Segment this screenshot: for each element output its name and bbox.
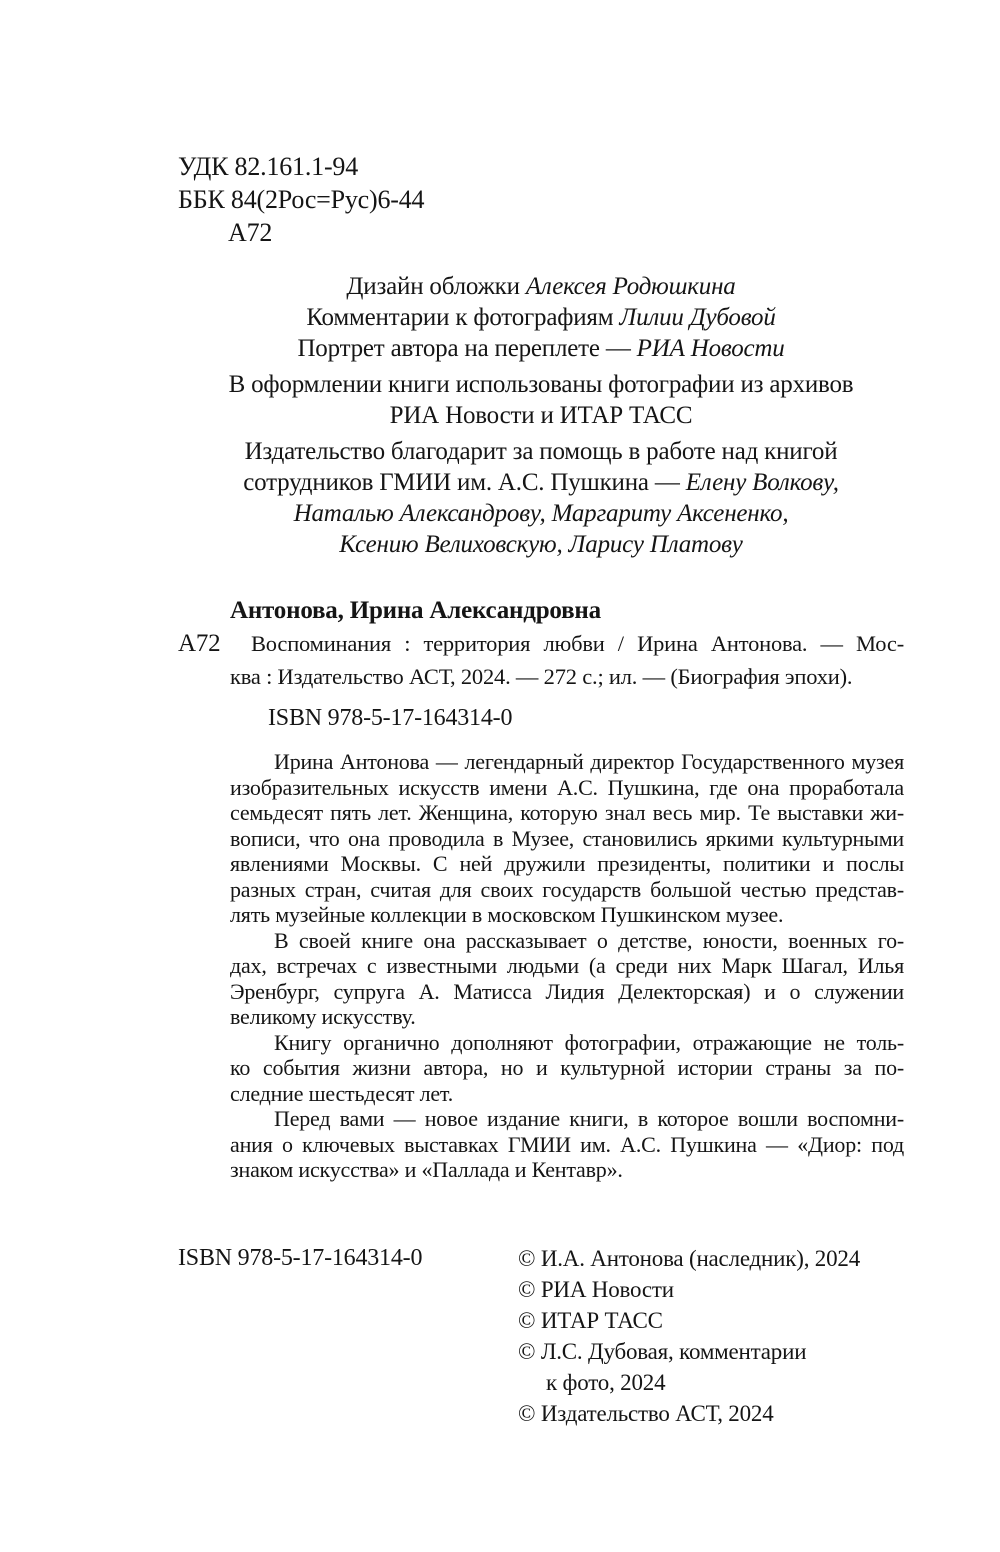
annotation-line: изобразительных искусств имени А.С. Пушкина, где она проработала: [230, 774, 904, 800]
annotation-line: ко события жизни автора, но и культурной истории страны за по-: [230, 1055, 904, 1080]
annotation-line: Книгу органично дополняют фотографии, отражающие не толь-: [274, 1029, 904, 1055]
archives-note-line1: В оформлении книги использованы фотографии из архивов: [228, 371, 854, 398]
annotation-line: вописи, что она проводила в Музее, становились яркими культурными: [230, 825, 904, 851]
credit-design: [178, 271, 904, 302]
annotation-paragraph: [230, 749, 904, 928]
copyright-line: © И.А. Антонова (наследник), 2024: [518, 1245, 861, 1271]
credit-portrait-name: РИА Новости: [636, 335, 785, 362]
credit-portrait-label: Портрет автора на переплете —: [297, 335, 637, 362]
entry-description-line1: Воспоминания : территория любви / Ирина Антонова. — Мос-: [251, 631, 904, 656]
annotation-paragraph: [230, 1030, 904, 1107]
copyright-line: © РИА Новости: [518, 1276, 674, 1302]
thanks-note-line2-name: Елену Волкову,: [685, 469, 839, 496]
annotation-block: [230, 749, 904, 1183]
annotation-paragraph: [230, 928, 904, 1030]
credit-comments-name: Лилии Дубовой: [619, 304, 776, 331]
author-heading: Антонова, Ирина Александровна: [230, 597, 601, 624]
credits-block: [178, 271, 904, 560]
annotation-line: следние шестьдесят лет.: [230, 1080, 453, 1106]
isbn-line: ISBN 978-5-17-164314-0: [268, 705, 513, 731]
copyright-line: © Издательство АСТ, 2024: [518, 1400, 774, 1426]
footer-block: [178, 1243, 904, 1429]
copyright-line: к фото, 2024: [546, 1369, 666, 1395]
archives-note-line2: РИА Новости и ИТАР ТАСС: [389, 402, 693, 429]
annotation-line: великому искусству.: [230, 1004, 416, 1029]
credit-portrait: [178, 333, 904, 364]
author-code-line: А72: [228, 218, 273, 247]
annotation-line: дах, встречах с известными людьми (а среди них Марк Шагал, Илья: [230, 953, 904, 978]
annotation-paragraph-lines: [230, 1106, 904, 1183]
copyright-line: © ИТАР ТАСС: [518, 1307, 663, 1333]
credit-design-name: Алексея Родюшкина: [525, 273, 736, 300]
copyright-list: [518, 1243, 904, 1429]
annotation-line: семьдесят пять лет. Женщина, которую знал весь мир. Те выставки жи-: [230, 800, 904, 825]
footer-isbn: ISBN 978-5-17-164314-0: [178, 1244, 423, 1271]
annotation-line: Ирина Антонова — легендарный директор Государственного музея: [274, 749, 904, 774]
bbk-line: ББК 84(2Рос=Рус)6-44: [178, 185, 425, 214]
classification-codes: [178, 150, 904, 249]
annotation-line: явлениями Москвы. С ней дружили президенты, политики и послы: [230, 851, 904, 876]
annotation-paragraph-lines: [230, 928, 904, 1030]
thanks-note: [178, 436, 904, 560]
annotation-line: знаком искусства» и «Паллада и Кентавр».: [230, 1157, 623, 1182]
credit-design-label: Дизайн обложки: [346, 273, 526, 300]
annotation-line: разных стран, считая для своих государств большой честью представ-: [230, 876, 904, 902]
annotation-line: лять музейные коллекции в московском Пушкинском музее.: [230, 902, 784, 927]
annotation-line: ания о ключевых выставках ГМИИ им. А.С. Пушкина — «Диор: под: [230, 1131, 904, 1157]
thanks-note-line2: [178, 467, 904, 498]
entry-description-line2: ква : Издательство АСТ, 2024. — 272 с.; ил. — (Биография эпохи).: [230, 664, 853, 689]
thanks-note-line3: Наталью Александрову, Маргариту Аксененко,: [293, 500, 789, 527]
credit-comments-label: Комментарии к фотографиям: [306, 304, 620, 331]
page-content: [178, 150, 904, 1429]
thanks-note-line1: Издательство благодарит за помощь в работе над книгой: [244, 438, 838, 465]
archives-note: [178, 369, 904, 431]
thanks-note-line2-label: сотрудников ГМИИ им. А.С. Пушкина —: [243, 469, 686, 496]
annotation-line: Перед вами — новое издание книги, в которое вошли воспомни-: [274, 1106, 904, 1131]
entry-description: [230, 627, 904, 693]
entry-author-code: А72: [178, 630, 221, 657]
annotation-line: В своей книге она рассказывает о детстве, юности, военных го-: [274, 927, 904, 953]
annotation-paragraph-lines: [230, 1030, 904, 1107]
udk-line: УДК 82.161.1-94: [178, 152, 359, 181]
thanks-note-line4: Ксению Велиховскую, Ларису Платову: [339, 531, 743, 558]
annotation-paragraph-lines: [230, 749, 904, 928]
credit-comments: [178, 302, 904, 333]
copyright-line: © Л.С. Дубовая, комментарии: [518, 1338, 807, 1364]
annotation-line: Эренбург, супруга А. Матисса Лидия Делекторская) и о служении: [230, 978, 904, 1004]
annotation-paragraph: [230, 1106, 904, 1183]
bibliographic-entry: [178, 594, 904, 735]
